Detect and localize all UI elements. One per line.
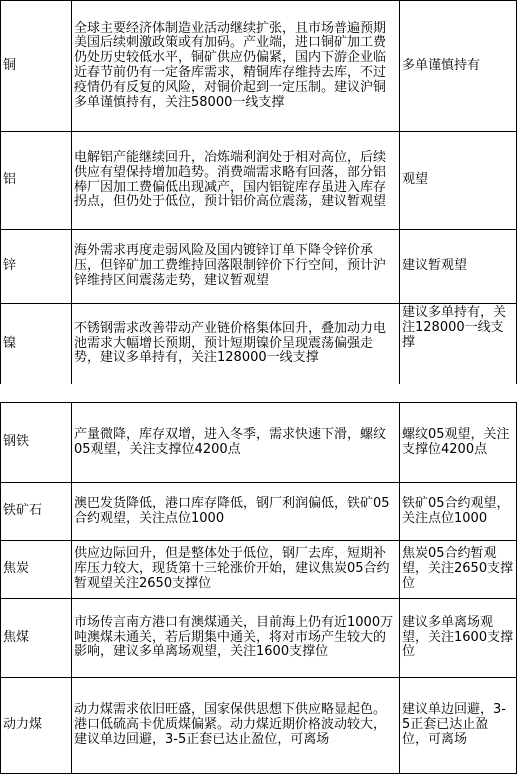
commodity-analysis: 供应边际回升，但是整体处于低位，钢厂去库，短期补库压力较大，现货第十三轮涨价开始，建议焦炭05合约暂观望关注2650支撑位 (72, 541, 400, 599)
ferrous-table (0, 402, 517, 774)
commodity-analysis: 电解铝产能继续回升，冶炼端利润处于相对高位，后续供应有望保持增加趋势。消费端需求略有回落，部分铝棒厂因加工费偏低出现减产，国内铝锭库存虽进入库存拐点，但仍处于低位，预计铝价高位震荡，建议暂观望 (72, 132, 400, 230)
commodity-analysis: 动力煤需求依旧旺盛，国家保供思想下供应略显起色。港口低硫高卡优质煤偏紧。动力煤近期价格波动较大，建议单边回避，3-5正套已达止盈位，可离场 (72, 678, 400, 774)
nonferrous-table (0, 0, 517, 385)
commodity-advice: 多单谨慎持有 (400, 1, 517, 132)
table-row-thermal-coal (1, 678, 517, 774)
table-row-coking-coal (1, 599, 517, 678)
commodity-analysis: 产量微降，库存双增，进入冬季，需求快速下滑，螺纹05观望，关注支撑位4200点 (72, 403, 400, 483)
commodity-advice: 观望 (400, 132, 517, 230)
table-row-zinc (1, 230, 517, 304)
commodity-name: 锌 (1, 230, 72, 304)
commodity-name: 铜 (1, 1, 72, 132)
table-row-coke (1, 541, 517, 599)
commodity-advice: 焦炭05合约暂观望，关注2650支撑位 (400, 541, 517, 599)
commodity-analysis: 海外需求再度走弱风险及国内镀锌订单下降令锌价承压，但锌矿加工费维持回落限制锌价下行空间，预计沪锌维持区间震荡走势，建议暂观望 (72, 230, 400, 304)
commodity-advice: 建议多单离场观望，关注1600支撑位 (400, 599, 517, 678)
commodity-name: 动力煤 (1, 678, 72, 774)
commodity-advice: 建议暂观望 (400, 230, 517, 304)
table-row-iron-ore (1, 483, 517, 541)
commodity-name: 焦炭 (1, 541, 72, 599)
commodity-advice: 建议多单持有，关注128000一线支撑 (400, 304, 517, 385)
commodity-name: 焦煤 (1, 599, 72, 678)
table-row-nickel (1, 304, 517, 385)
commodity-advice: 螺纹05观望，关注支撑位4200点 (400, 403, 517, 483)
commodity-analysis: 全球主要经济体制造业活动继续扩张，且市场普遍预期美国后续刺激政策或有加码。产业端，进口铜矿加工费仍处历史较低水平，铜矿供应仍偏紧，国内下游企业临近春节前仍有一定备库需求，精铜库存维持去库，不过疫情仍有反复的风险，对铜价起到一定压制。建议沪铜多单谨慎持有，关注58000一线支撑 (72, 1, 400, 132)
commodity-advice: 铁矿05合约观望，关注点位1000 (400, 483, 517, 541)
commodity-name: 钢铁 (1, 403, 72, 483)
table-row-copper (1, 1, 517, 132)
commodity-analysis: 不锈钢需求改善带动产业链价格集体回升，叠加动力电池需求大幅增长预期，预计短期镍价呈现震荡偏强走势，建议多单持有，关注128000一线支撑 (72, 304, 400, 385)
table-row-aluminum (1, 132, 517, 230)
commodity-analysis: 澳巴发货降低，港口库存降低，钢厂利润偏低，铁矿05合约观望，关注点位1000 (72, 483, 400, 541)
table-row-steel (1, 403, 517, 483)
section-gap (0, 384, 521, 402)
commodity-analysis: 市场传言南方港口有澳煤通关，目前海上仍有近1000万吨澳煤未通关，若后期集中通关，将对市场产生较大的影响，建议多单离场观望，关注1600支撑位 (72, 599, 400, 678)
commodity-name: 铝 (1, 132, 72, 230)
commodity-name: 铁矿石 (1, 483, 72, 541)
commodity-name: 镍 (1, 304, 72, 385)
commodity-advice: 建议单边回避，3-5正套已达止盈位，可离场 (400, 678, 517, 774)
